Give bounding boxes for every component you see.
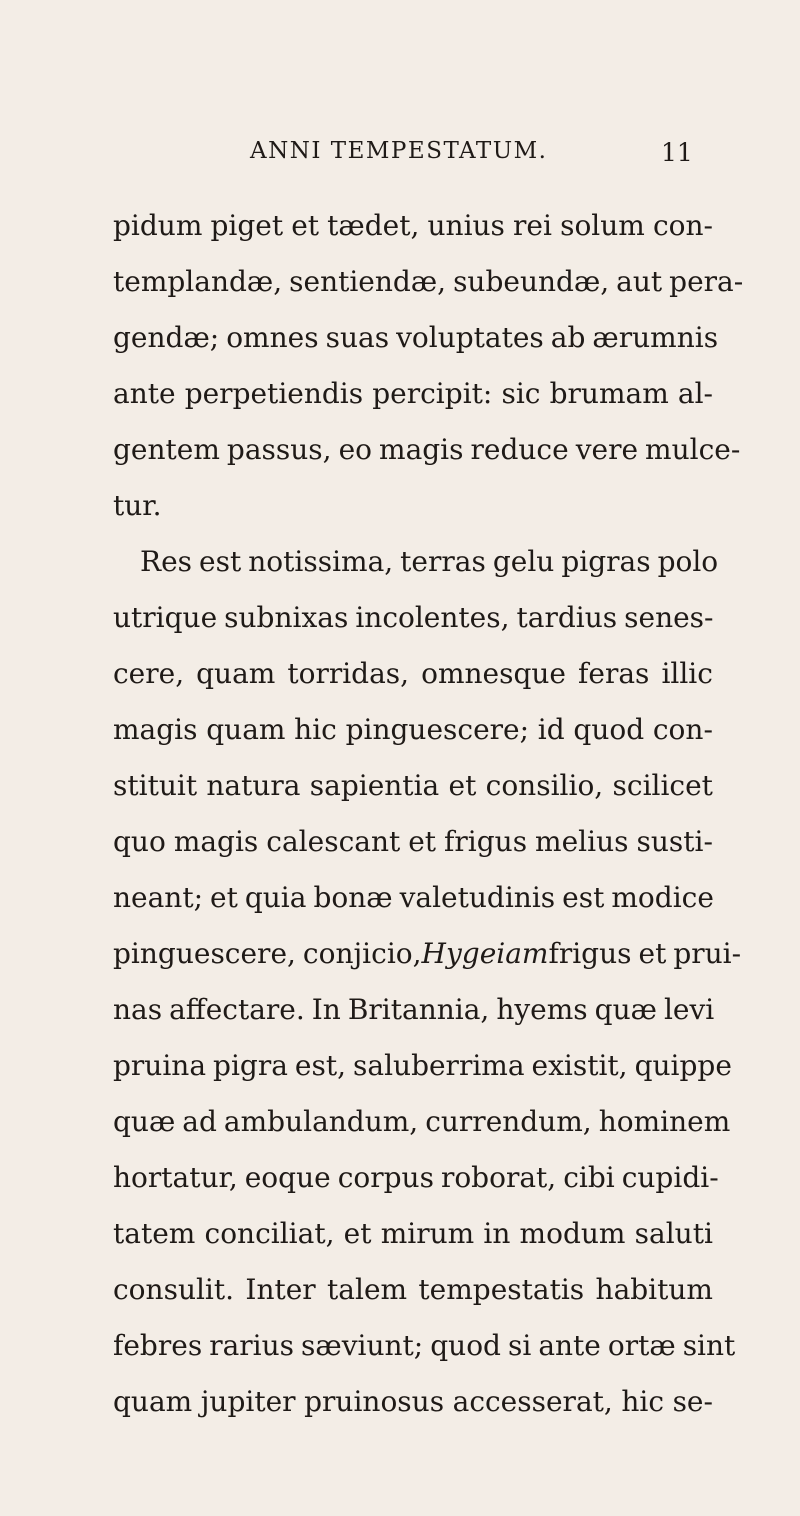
text-line: neant; et quia bonæ valetudinis est modice bbox=[113, 881, 714, 914]
text-line: gentem passus, eo magis reduce vere mulce- bbox=[113, 433, 741, 466]
running-title: ANNI TEMPESTATUM. bbox=[250, 138, 548, 164]
text-line: hortatur, eoque corpus roborat, cibi cupidi- bbox=[113, 1161, 719, 1194]
page-header bbox=[0, 138, 800, 178]
page-number: 11 bbox=[661, 138, 693, 167]
text-line: cere, quam torridas, omnesque feras illic bbox=[113, 657, 713, 690]
text-line: gendæ; omnes suas voluptates ab ærumnis bbox=[113, 321, 719, 354]
text-line-paragraph-end: tur. bbox=[113, 489, 162, 522]
text-line: stituit natura sapientia et consilio, scilicet bbox=[113, 769, 713, 802]
text-line: ante perpetiendis percipit: sic brumam al- bbox=[113, 377, 713, 410]
text-line: pruina pigra est, saluberrima existit, quippe bbox=[113, 1049, 732, 1082]
body-text bbox=[113, 198, 744, 1430]
text-line: nas affectare. In Britannia, hyems quæ levi bbox=[113, 993, 715, 1026]
text-line: quæ ad ambulandum, currendum, hominem bbox=[113, 1105, 731, 1138]
text-line: quam jupiter pruinosus accesserat, hic se- bbox=[113, 1385, 713, 1418]
text-line: templandæ, sentiendæ, subeundæ, aut pera- bbox=[113, 265, 744, 298]
text-line: febres rarius sæviunt; quod si ante ortæ sint bbox=[113, 1329, 736, 1362]
text-line: magis quam hic pinguescere; id quod con- bbox=[113, 713, 713, 746]
text-line: consulit. Inter talem tempestatis habitum bbox=[113, 1273, 713, 1306]
text-line: pinguescere, conjicio, Hygeiam frigus et prui- bbox=[113, 926, 713, 982]
text-line-paragraph-start: Res est notissima, terras gelu pigras polo bbox=[140, 545, 719, 578]
text-line: quo magis calescant et frigus melius susti- bbox=[113, 825, 713, 858]
text-line: utrique subnixas incolentes, tardius senes- bbox=[113, 601, 714, 634]
text-line: pidum piget et tædet, unius rei solum con- bbox=[113, 209, 713, 242]
text-line: tatem conciliat, et mirum in modum saluti bbox=[113, 1217, 713, 1250]
italic-name: Hygeiam bbox=[421, 937, 549, 970]
